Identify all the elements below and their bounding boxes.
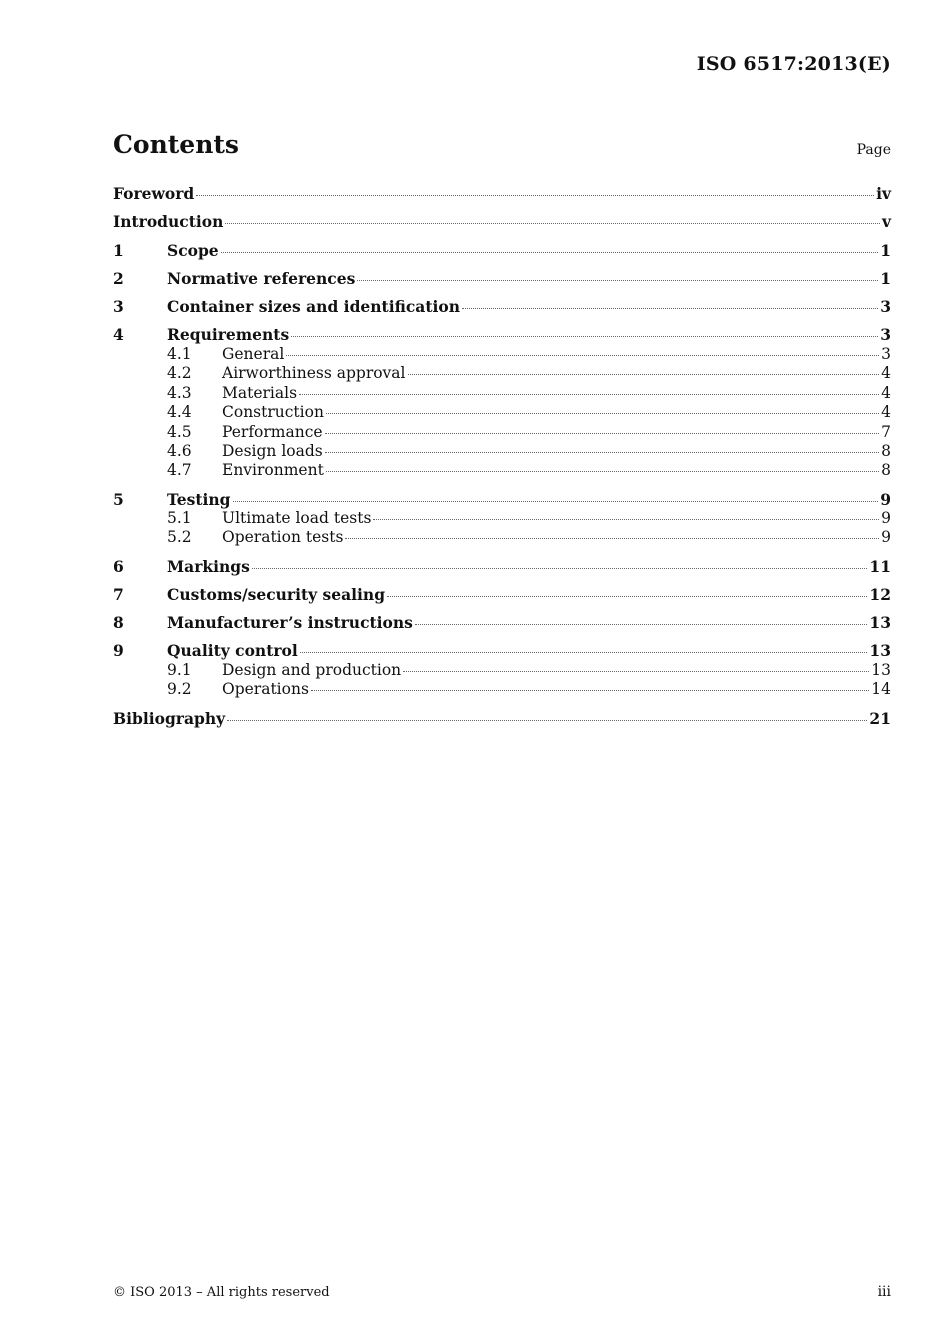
toc-entry-title: Markings <box>167 556 250 576</box>
toc-entry-number: 8 <box>113 613 124 633</box>
toc-entry-page: iv <box>876 184 891 203</box>
toc-entry-page: 9 <box>880 489 891 509</box>
toc-entry[interactable] <box>113 613 891 633</box>
toc-entry-number: 1 <box>113 240 124 260</box>
toc-entry-title: Customs/security sealing <box>167 584 386 604</box>
dot-leader <box>221 251 879 253</box>
toc-entry-number: 7 <box>113 584 124 604</box>
toc-entry-title: Construction <box>222 403 324 422</box>
page-number: iii <box>877 1284 891 1300</box>
contents-heading: Contents <box>113 130 240 159</box>
dot-leader <box>252 567 868 569</box>
dot-leader <box>227 719 867 721</box>
toc-subentry[interactable] <box>113 345 891 364</box>
toc-entry-page: 8 <box>881 461 891 480</box>
toc-entry-page: 3 <box>880 325 891 345</box>
toc-entry-page: 1 <box>880 240 891 260</box>
toc-entry-page: 12 <box>869 584 891 604</box>
dot-leader <box>326 412 879 414</box>
toc-entry-page: 13 <box>869 641 891 661</box>
table-of-contents <box>113 184 891 728</box>
toc-entry-title: Design loads <box>222 441 323 460</box>
toc-entry-page: 7 <box>881 422 891 441</box>
toc-entry-page: 4 <box>881 364 891 383</box>
toc-entry-title: Manufacturer’s instructions <box>167 613 413 633</box>
toc-entry-title: Design and production <box>222 660 402 679</box>
toc-entry-number: 4.5 <box>167 422 192 441</box>
dot-leader <box>233 500 879 502</box>
toc-entry-number: 5.2 <box>167 528 192 547</box>
dot-leader <box>225 222 880 224</box>
toc-subentry[interactable] <box>113 423 891 442</box>
copyright-notice: © ISO 2013 – All rights reserved <box>113 1285 330 1300</box>
toc-entry-number: 9.2 <box>167 680 192 699</box>
toc-subentry[interactable] <box>113 403 891 422</box>
toc-entry-number: 5 <box>113 489 124 509</box>
dot-leader <box>311 689 869 691</box>
dot-leader <box>325 432 880 434</box>
dot-leader <box>291 335 878 337</box>
toc-entry-page: 4 <box>881 403 891 422</box>
toc-entry-page: 14 <box>871 680 891 699</box>
dot-leader <box>408 373 880 375</box>
toc-entry-page: 8 <box>881 441 891 460</box>
toc-entry-title: Environment <box>222 461 324 480</box>
toc-entry[interactable] <box>113 241 891 261</box>
dot-leader <box>357 279 878 281</box>
dot-leader <box>299 393 879 395</box>
dot-leader <box>462 307 878 309</box>
dot-leader <box>300 651 868 653</box>
toc-entry-page: v <box>881 212 891 232</box>
toc-entry-page: 13 <box>869 613 891 633</box>
toc-entry-title: Ultimate load tests <box>222 509 372 528</box>
toc-entry[interactable] <box>113 490 891 510</box>
toc-subentry[interactable] <box>113 680 891 699</box>
toc-entry-title: Container sizes and identification <box>167 297 460 317</box>
toc-entry[interactable] <box>113 641 891 661</box>
toc-entry-number: 9 <box>113 641 124 661</box>
toc-entry-number: 4.2 <box>167 364 192 383</box>
dot-leader <box>387 595 867 597</box>
toc-entry-number: 3 <box>113 297 124 317</box>
toc-entry-page: 21 <box>869 708 891 728</box>
toc-entry[interactable] <box>113 557 891 577</box>
toc-entry-title: Operation tests <box>222 528 344 547</box>
toc-entry-number: 4.6 <box>167 441 192 460</box>
toc-entry-title: Quality control <box>167 641 298 661</box>
toc-entry-page: 9 <box>881 528 891 547</box>
toc-subentry[interactable] <box>113 364 891 383</box>
dot-leader <box>403 670 869 672</box>
dot-leader <box>326 470 879 472</box>
dot-leader <box>325 451 879 453</box>
document-id: ISO 6517:2013(E) <box>696 53 891 75</box>
toc-entry[interactable] <box>113 212 891 232</box>
toc-entry[interactable] <box>113 709 891 729</box>
toc-entry-number: 4.1 <box>167 344 192 363</box>
toc-entry-title: Materials <box>222 383 298 402</box>
toc-entry-page: 3 <box>881 344 891 363</box>
dot-leader <box>286 354 879 356</box>
toc-entry-number: 2 <box>113 268 124 288</box>
toc-entry[interactable] <box>113 184 891 204</box>
toc-entry-title: General <box>222 344 285 363</box>
toc-entry-page: 1 <box>880 268 891 288</box>
toc-entry-page: 13 <box>871 660 891 679</box>
toc-entry[interactable] <box>113 585 891 605</box>
toc-entry-title: Performance <box>222 422 323 441</box>
toc-entry-number: 9.1 <box>167 660 192 679</box>
toc-entry-title: Foreword <box>113 184 195 203</box>
toc-entry-number: 4.4 <box>167 403 192 422</box>
toc-entry-page: 11 <box>869 556 891 576</box>
toc-entry-number: 4.3 <box>167 383 192 402</box>
dot-leader <box>373 518 879 520</box>
dot-leader <box>196 194 874 196</box>
toc-entry-title: Requirements <box>167 325 290 345</box>
dot-leader <box>415 623 868 625</box>
toc-entry[interactable] <box>113 325 891 345</box>
toc-entry-title: Normative references <box>167 268 356 288</box>
toc-entry-number: 6 <box>113 556 124 576</box>
toc-entry[interactable] <box>113 269 891 289</box>
toc-entry-title: Scope <box>167 240 219 260</box>
dot-leader <box>345 537 879 539</box>
toc-subentry[interactable] <box>113 384 891 403</box>
toc-entry-title: Airworthiness approval <box>222 364 406 383</box>
toc-entry-number: 4 <box>113 325 124 345</box>
toc-entry-page: 3 <box>880 297 891 317</box>
toc-entry-title: Operations <box>222 680 309 699</box>
page-column-label: Page <box>856 142 891 158</box>
toc-entry-number: 5.1 <box>167 509 192 528</box>
toc-entry-number: 4.7 <box>167 461 192 480</box>
toc-entry-title: Bibliography <box>113 708 226 728</box>
toc-subentry[interactable] <box>113 442 891 461</box>
toc-subentry[interactable] <box>113 509 891 528</box>
toc-entry[interactable] <box>113 297 891 317</box>
toc-entry-title: Introduction <box>113 212 224 232</box>
toc-subentry[interactable] <box>113 661 891 680</box>
toc-entry-title: Testing <box>167 489 231 509</box>
toc-subentry[interactable] <box>113 461 891 480</box>
toc-subentry[interactable] <box>113 528 891 547</box>
toc-entry-page: 9 <box>881 509 891 528</box>
toc-entry-page: 4 <box>881 383 891 402</box>
